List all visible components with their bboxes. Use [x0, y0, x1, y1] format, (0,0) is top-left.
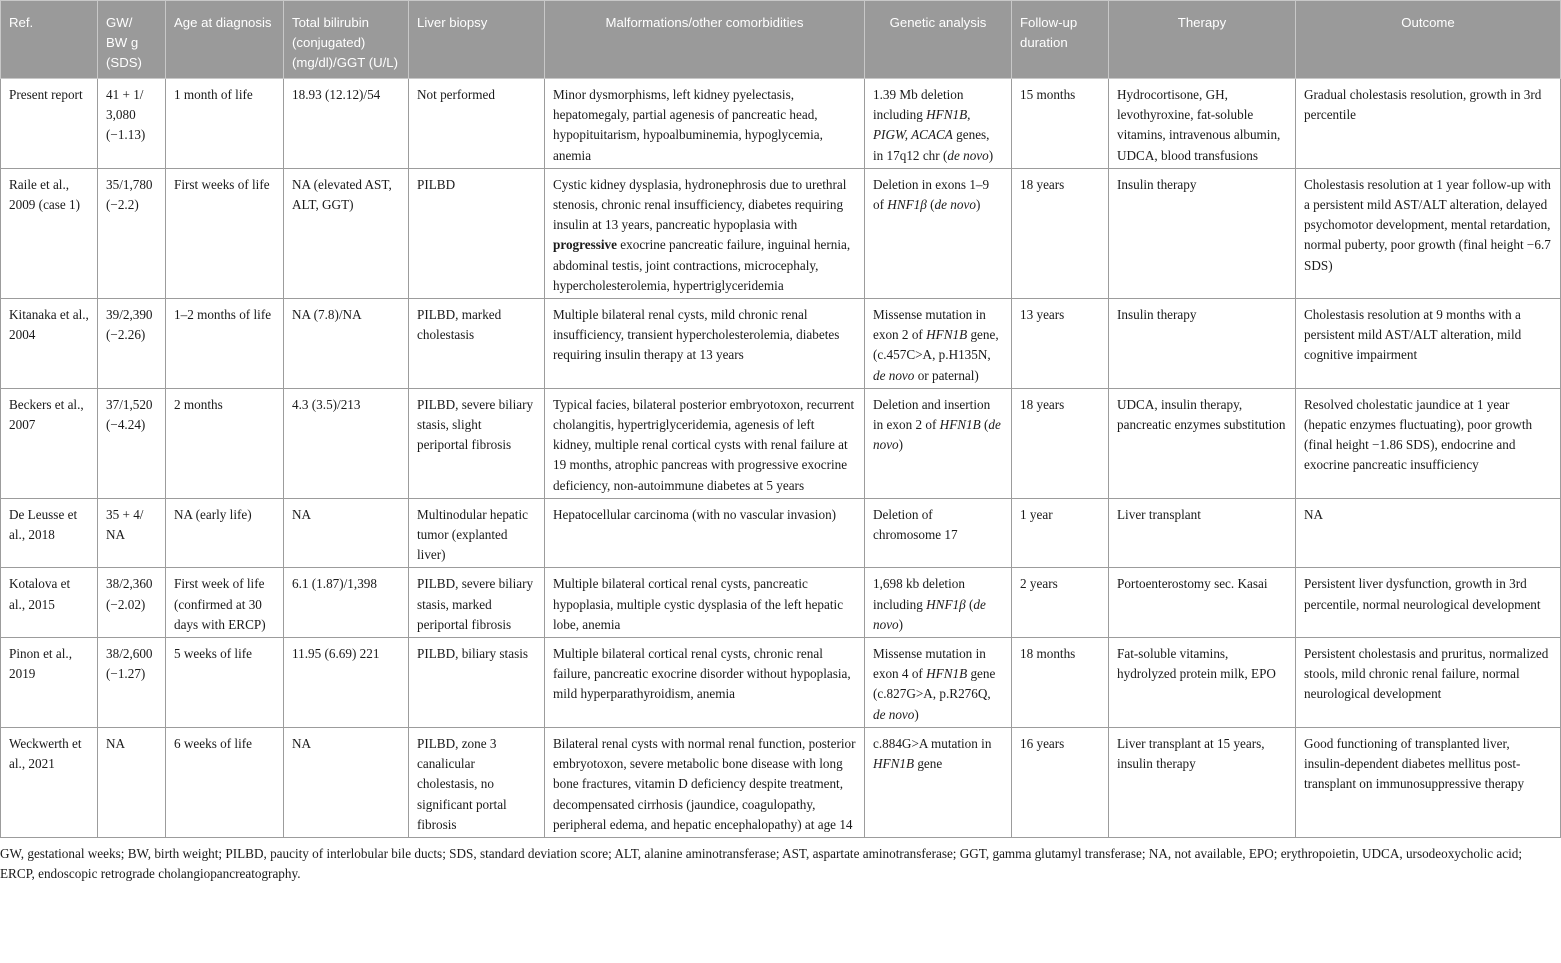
cell-follow-up: 13 years: [1012, 299, 1109, 389]
cell-outcome: Cholestasis resolution at 1 year follow-up with a persistent mild AST/ALT alteration, delayed psychomotor development, mental retardation, normal puberty, poor growth (final height −6.7 SDS): [1296, 168, 1561, 298]
header-row: [1, 1, 1561, 79]
cell-follow-up: 18 months: [1012, 638, 1109, 728]
cell-bilirubin: NA: [284, 727, 409, 837]
col-header-gw-bw: GW/ BW g (SDS): [98, 1, 166, 79]
cell-biopsy: Not performed: [409, 79, 545, 169]
cell-therapy: Fat-soluble vitamins, hydrolyzed protein milk, EPO: [1109, 638, 1296, 728]
cell-bilirubin: 4.3 (3.5)/213: [284, 388, 409, 498]
col-header-age: Age at diagnosis: [166, 1, 284, 79]
cell-outcome: Cholestasis resolution at 9 months with a persistent mild AST/ALT alteration, mild cognitive impairment: [1296, 299, 1561, 389]
cell-biopsy: PILBD, marked cholestasis: [409, 299, 545, 389]
cell-follow-up: 15 months: [1012, 79, 1109, 169]
col-header-malformations: Malformations/other comorbidities: [545, 1, 865, 79]
cell-genetic: 1,698 kb deletion including HNF1β (de novo): [865, 568, 1012, 638]
cell-follow-up: 1 year: [1012, 498, 1109, 568]
cell-outcome: Gradual cholestasis resolution, growth in 3rd percentile: [1296, 79, 1561, 169]
col-header-genetic-analysis: Genetic analysis: [865, 1, 1012, 79]
cell-biopsy: PILBD, severe biliary stasis, slight periportal fibrosis: [409, 388, 545, 498]
cell-follow-up: 16 years: [1012, 727, 1109, 837]
cell-genetic: Deletion in exons 1–9 of HNF1β (de novo): [865, 168, 1012, 298]
cell-genetic: Deletion and insertion in exon 2 of HFN1B (de novo): [865, 388, 1012, 498]
cell-malformations: Cystic kidney dysplasia, hydronephrosis due to urethral stenosis, chronic renal insufficiency, diabetes requiring insulin at 13 years, pancreatic hypoplasia with progressive exocrine pancreatic failure, inguinal hernia, abdominal testis, joint contractions, microcephaly, hypercholesterolemia, hypertriglyceridemia: [545, 168, 865, 298]
cell-age: 5 weeks of life: [166, 638, 284, 728]
cell-malformations: Multiple bilateral renal cysts, mild chronic renal insufficiency, transient hypercholesterolemia, diabetes requiring insulin therapy at 13 years: [545, 299, 865, 389]
cell-therapy: Insulin therapy: [1109, 168, 1296, 298]
cell-gw-bw: 41 + 1/ 3,080 (−1.13): [98, 79, 166, 169]
col-header-ref: Ref.: [1, 1, 98, 79]
cell-bilirubin: NA (elevated AST, ALT, GGT): [284, 168, 409, 298]
cell-therapy: UDCA, insulin therapy, pancreatic enzymes substitution: [1109, 388, 1296, 498]
table-row: [1, 79, 1561, 169]
cell-gw-bw: 35 + 4/ NA: [98, 498, 166, 568]
cell-therapy: Hydrocortisone, GH, levothyroxine, fat-soluble vitamins, intravenous albumin, UDCA, blood transfusions: [1109, 79, 1296, 169]
cell-ref: Kitanaka et al., 2004: [1, 299, 98, 389]
cell-therapy: Insulin therapy: [1109, 299, 1296, 389]
cell-ref: De Leusse et al., 2018: [1, 498, 98, 568]
cell-age: First week of life (confirmed at 30 days with ERCP): [166, 568, 284, 638]
cell-genetic: Missense mutation in exon 2 of HFN1B gene, (c.457C>A, p.H135N, de novo or paternal): [865, 299, 1012, 389]
col-header-liver-biopsy: Liver biopsy: [409, 1, 545, 79]
cell-ref: Present report: [1, 79, 98, 169]
cell-biopsy: PILBD, zone 3 canalicular cholestasis, no significant portal fibrosis: [409, 727, 545, 837]
cell-ref: Beckers et al., 2007: [1, 388, 98, 498]
cell-ref: Kotalova et al., 2015: [1, 568, 98, 638]
table-row: [1, 568, 1561, 638]
cell-follow-up: 18 years: [1012, 168, 1109, 298]
col-header-therapy: Therapy: [1109, 1, 1296, 79]
cell-biopsy: PILBD, severe biliary stasis, marked periportal fibrosis: [409, 568, 545, 638]
cell-bilirubin: NA (7.8)/NA: [284, 299, 409, 389]
table-row: [1, 727, 1561, 837]
table-row: [1, 388, 1561, 498]
cell-therapy: Portoenterostomy sec. Kasai: [1109, 568, 1296, 638]
col-header-outcome: Outcome: [1296, 1, 1561, 79]
cell-ref: Pinon et al., 2019: [1, 638, 98, 728]
cell-malformations: Multiple bilateral cortical renal cysts, pancreatic hypoplasia, multiple cystic dysplasia of the left hepatic lobe, anemia: [545, 568, 865, 638]
cell-gw-bw: 38/2,360 (−2.02): [98, 568, 166, 638]
cell-genetic: c.884G>A mutation in HFN1B gene: [865, 727, 1012, 837]
cell-gw-bw: NA: [98, 727, 166, 837]
col-header-bilirubin: Total bilirubin (conjugated) (mg/dl)/GGT (U/L): [284, 1, 409, 79]
cell-follow-up: 18 years: [1012, 388, 1109, 498]
cell-biopsy: PILBD, biliary stasis: [409, 638, 545, 728]
cell-malformations: Minor dysmorphisms, left kidney pyelectasis, hepatomegaly, partial agenesis of pancreatic head, hypopituitarism, hypoalbuminemia, hypoglycemia, anemia: [545, 79, 865, 169]
cell-bilirubin: 18.93 (12.12)/54: [284, 79, 409, 169]
cell-age: 1 month of life: [166, 79, 284, 169]
col-header-follow-up: Follow-up duration: [1012, 1, 1109, 79]
cell-bilirubin: 11.95 (6.69) 221: [284, 638, 409, 728]
cell-genetic: Deletion of chromosome 17: [865, 498, 1012, 568]
cell-bilirubin: 6.1 (1.87)/1,398: [284, 568, 409, 638]
cell-ref: Weckwerth et al., 2021: [1, 727, 98, 837]
table-footnote: GW, gestational weeks; BW, birth weight; PILBD, paucity of interlobular bile ducts; SDS, standard deviation score; ALT, alanine aminotransferase; AST, aspartate aminotransferase; GGT, gamma glutamyl transferase; NA, not available, EPO; erythropoietin, UDCA, ursodeoxycholic acid; ERCP, endoscopic retrograde cholangiopancreatography.: [0, 845, 1523, 882]
table-row: [1, 168, 1561, 298]
cell-age: 2 months: [166, 388, 284, 498]
table-row: [1, 299, 1561, 389]
cell-age: First weeks of life: [166, 168, 284, 298]
table-row: [1, 638, 1561, 728]
cell-outcome: NA: [1296, 498, 1561, 568]
cell-therapy: Liver transplant: [1109, 498, 1296, 568]
cell-genetic: Missense mutation in exon 4 of HFN1B gene (c.827G>A, p.R276Q, de novo): [865, 638, 1012, 728]
cell-outcome: Resolved cholestatic jaundice at 1 year (hepatic enzymes fluctuating), poor growth (final height −1.86 SDS), endocrine and exocrine pancreatic insufficiency: [1296, 388, 1561, 498]
cell-malformations: Bilateral renal cysts with normal renal function, posterior embryotoxon, severe metabolic bone disease with long bone fractures, vitamin D deficiency despite treatment, decompensated cirrhosis (jaundice, coagulopathy, peripheral edema, and hepatic encephalopathy) at age 14: [545, 727, 865, 837]
cell-outcome: Good functioning of transplanted liver, insulin-dependent diabetes mellitus post-transplant on immunosuppressive therapy: [1296, 727, 1561, 837]
cell-malformations: Hepatocellular carcinoma (with no vascular invasion): [545, 498, 865, 568]
cell-biopsy: Multinodular hepatic tumor (explanted liver): [409, 498, 545, 568]
cell-age: 1–2 months of life: [166, 299, 284, 389]
cell-bilirubin: NA: [284, 498, 409, 568]
cell-age: 6 weeks of life: [166, 727, 284, 837]
cell-biopsy: PILBD: [409, 168, 545, 298]
cell-gw-bw: 39/2,390 (−2.26): [98, 299, 166, 389]
cell-malformations: Typical facies, bilateral posterior embryotoxon, recurrent cholangitis, hypertriglyceridemia, agenesis of left kidney, multiple renal cortical cysts with renal failure at 19 months, atrophic pancreas with progressive exocrine deficiency, non-autoimmune diabetes at 5 years: [545, 388, 865, 498]
cell-genetic: 1.39 Mb deletion including HFN1B, PIGW, ACACA genes, in 17q12 chr (de novo): [865, 79, 1012, 169]
cell-age: NA (early life): [166, 498, 284, 568]
cell-gw-bw: 38/2,600 (−1.27): [98, 638, 166, 728]
cell-follow-up: 2 years: [1012, 568, 1109, 638]
cell-therapy: Liver transplant at 15 years, insulin therapy: [1109, 727, 1296, 837]
cell-outcome: Persistent liver dysfunction, growth in 3rd percentile, normal neurological development: [1296, 568, 1561, 638]
cell-outcome: Persistent cholestasis and pruritus, normalized stools, mild chronic renal failure, normal neurological development: [1296, 638, 1561, 728]
cell-ref: Raile et al., 2009 (case 1): [1, 168, 98, 298]
cell-gw-bw: 37/1,520 (−4.24): [98, 388, 166, 498]
cell-malformations: Multiple bilateral cortical renal cysts, chronic renal failure, pancreatic exocrine disorder without hypoplasia, mild hyperparathyroidism, anemia: [545, 638, 865, 728]
cell-gw-bw: 35/1,780 (−2.2): [98, 168, 166, 298]
table-row: [1, 498, 1561, 568]
